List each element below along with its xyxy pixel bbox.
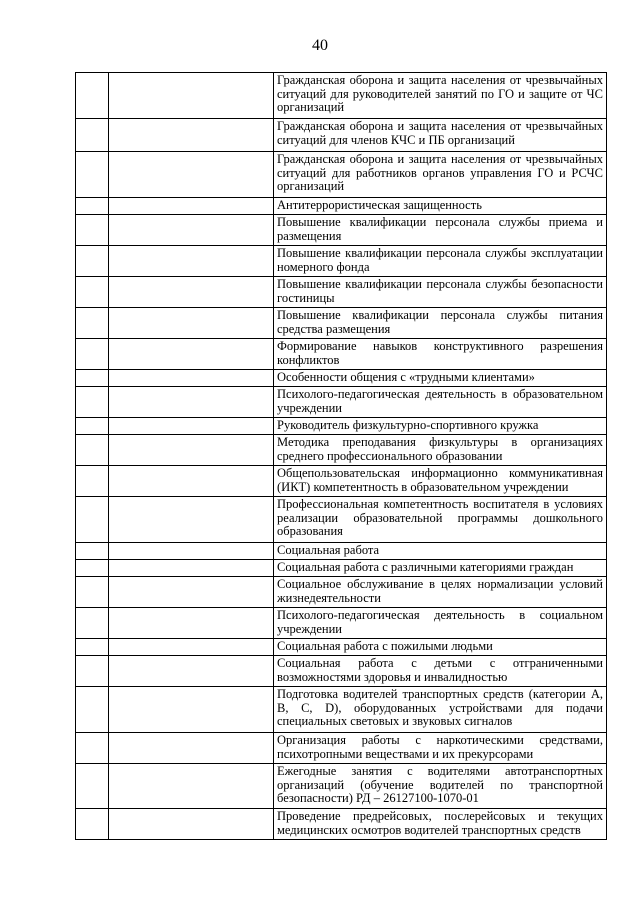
number-cell	[76, 339, 109, 370]
number-cell	[76, 764, 109, 809]
number-cell	[76, 639, 109, 656]
page-number: 40	[312, 37, 328, 54]
course-name-cell: Социальная работа	[274, 543, 607, 560]
course-name-cell: Особенности общения с «трудными клиентами»	[274, 370, 607, 387]
table-row	[76, 418, 607, 435]
table-row	[76, 246, 607, 277]
table-row	[76, 339, 607, 370]
category-cell	[109, 577, 274, 608]
number-cell	[76, 387, 109, 418]
course-name-cell: Социальная работа с различными категориями граждан	[274, 560, 607, 577]
category-cell	[109, 809, 274, 840]
category-cell	[109, 560, 274, 577]
category-cell	[109, 608, 274, 639]
table-row	[76, 764, 607, 809]
table-row	[76, 639, 607, 656]
table-row	[76, 277, 607, 308]
course-name-cell: Подготовка водителей транспортных средств (категории А, В, С, D), оборудованных устройствами для подачи специальных световых и звуковых сигналов	[274, 687, 607, 733]
category-cell	[109, 246, 274, 277]
course-name-cell: Профессиональная компетентность воспитателя в условиях реализации образовательной программы дошкольного образования	[274, 497, 607, 543]
category-cell	[109, 466, 274, 497]
course-name-cell: Методика преподавания физкультуры в организациях среднего профессионального образовании	[274, 435, 607, 466]
number-cell	[76, 497, 109, 543]
category-cell	[109, 497, 274, 543]
table-row	[76, 497, 607, 543]
course-name-cell: Повышение квалификации персонала службы эксплуатации номерного фонда	[274, 246, 607, 277]
category-cell	[109, 687, 274, 733]
table-row	[76, 577, 607, 608]
table-row	[76, 370, 607, 387]
number-cell	[76, 152, 109, 198]
number-cell	[76, 246, 109, 277]
number-cell	[76, 608, 109, 639]
number-cell	[76, 370, 109, 387]
course-name-cell: Психолого-педагогическая деятельность в социальном учреждении	[274, 608, 607, 639]
table-row	[76, 73, 607, 119]
course-name-cell: Формирование навыков конструктивного разрешения конфликтов	[274, 339, 607, 370]
category-cell	[109, 543, 274, 560]
course-name-cell: Руководитель физкультурно-спортивного кружка	[274, 418, 607, 435]
category-cell	[109, 308, 274, 339]
course-name-cell: Гражданская оборона и защита населения от чрезвычайных ситуаций для руководителей занятий по ГО и защите от ЧС организаций	[274, 73, 607, 119]
course-name-cell: Повышение квалификации персонала службы безопасности гостиницы	[274, 277, 607, 308]
category-cell	[109, 73, 274, 119]
number-cell	[76, 418, 109, 435]
category-cell	[109, 733, 274, 764]
table-row	[76, 733, 607, 764]
table-row	[76, 466, 607, 497]
number-cell	[76, 687, 109, 733]
category-cell	[109, 370, 274, 387]
table-row	[76, 560, 607, 577]
number-cell	[76, 809, 109, 840]
number-cell	[76, 119, 109, 152]
course-table	[75, 72, 607, 840]
number-cell	[76, 308, 109, 339]
course-name-cell: Гражданская оборона и защита населения от чрезвычайных ситуаций для работников органов управления ГО и РСЧС организаций	[274, 152, 607, 198]
category-cell	[109, 277, 274, 308]
course-name-cell: Проведение предрейсовых, послерейсовых и текущих медицинских осмотров водителей транспортных средств	[274, 809, 607, 840]
category-cell	[109, 764, 274, 809]
number-cell	[76, 733, 109, 764]
table-row	[76, 152, 607, 198]
table-row	[76, 543, 607, 560]
category-cell	[109, 152, 274, 198]
table-row	[76, 387, 607, 418]
table-row	[76, 656, 607, 687]
number-cell	[76, 543, 109, 560]
category-cell	[109, 198, 274, 215]
table-row	[76, 308, 607, 339]
course-name-cell: Социальное обслуживание в целях нормализации условий жизнедеятельности	[274, 577, 607, 608]
category-cell	[109, 119, 274, 152]
course-name-cell: Психолого-педагогическая деятельность в образовательном учреждении	[274, 387, 607, 418]
table-row	[76, 119, 607, 152]
table-row	[76, 608, 607, 639]
course-name-cell: Общепользовательская информационно коммуникативная (ИКТ) компетентность в образовательном учреждении	[274, 466, 607, 497]
course-name-cell: Социальная работа с детьми с отграниченными возможностями здоровья и инвалидностью	[274, 656, 607, 687]
table-row	[76, 687, 607, 733]
course-name-cell: Повышение квалификации персонала службы питания средства размещения	[274, 308, 607, 339]
table-row	[76, 198, 607, 215]
category-cell	[109, 339, 274, 370]
category-cell	[109, 639, 274, 656]
course-name-cell: Ежегодные занятия с водителями автотранспортных организаций (обучение водителей по транспортной безопасности) РД – 26127100-1070-01	[274, 764, 607, 809]
course-name-cell: Социальная работа с пожилыми людьми	[274, 639, 607, 656]
category-cell	[109, 435, 274, 466]
category-cell	[109, 387, 274, 418]
table-row	[76, 435, 607, 466]
course-name-cell: Антитеррористическая защищенность	[274, 198, 607, 215]
number-cell	[76, 560, 109, 577]
category-cell	[109, 215, 274, 246]
number-cell	[76, 277, 109, 308]
number-cell	[76, 466, 109, 497]
course-name-cell: Повышение квалификации персонала службы приема и размещения	[274, 215, 607, 246]
number-cell	[76, 73, 109, 119]
course-name-cell: Организация работы с наркотическими средствами, психотропными веществами и их прекурсорами	[274, 733, 607, 764]
table-row	[76, 809, 607, 840]
number-cell	[76, 656, 109, 687]
course-name-cell: Гражданская оборона и защита населения от чрезвычайных ситуаций для членов КЧС и ПБ организаций	[274, 119, 607, 152]
table-row	[76, 215, 607, 246]
number-cell	[76, 435, 109, 466]
category-cell	[109, 418, 274, 435]
number-cell	[76, 577, 109, 608]
category-cell	[109, 656, 274, 687]
number-cell	[76, 198, 109, 215]
number-cell	[76, 215, 109, 246]
